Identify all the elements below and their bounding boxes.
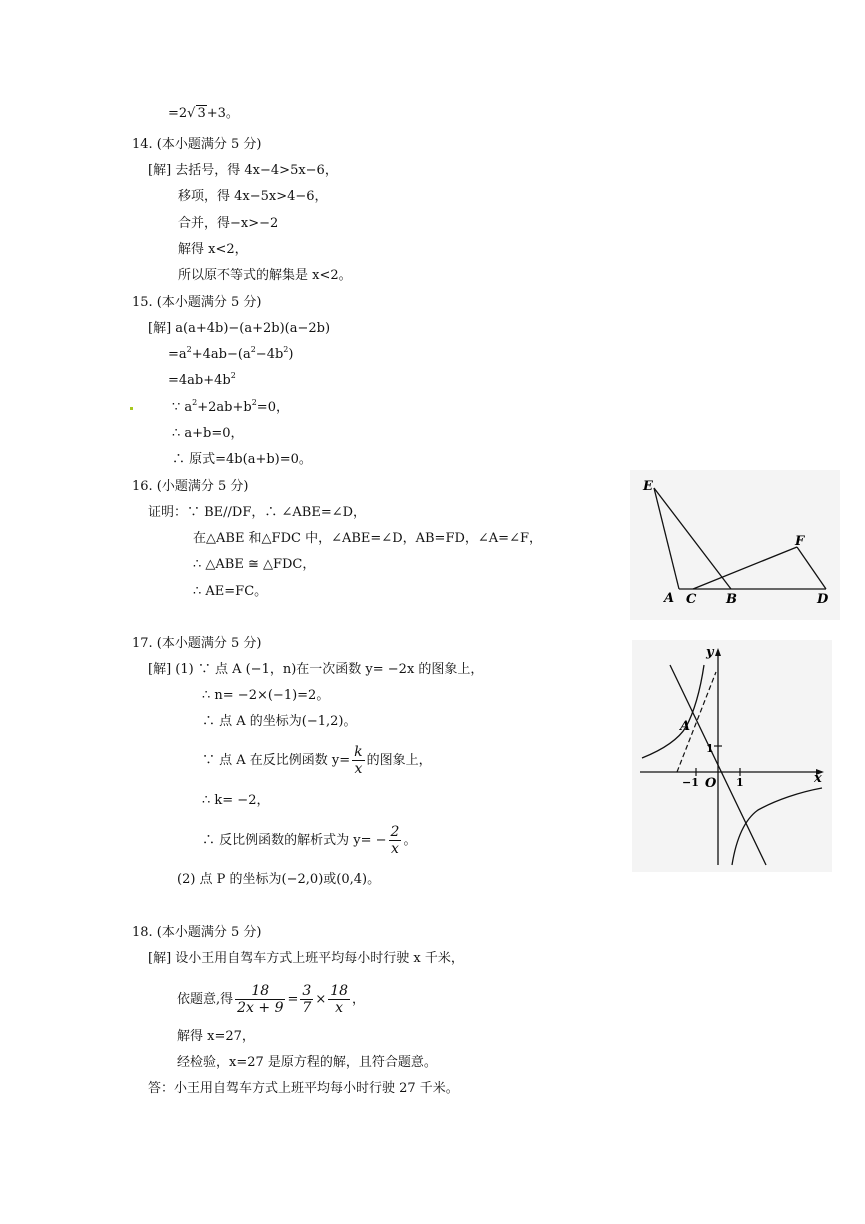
text: =a [168, 347, 187, 362]
q15-line [168, 373, 236, 389]
text: =4ab+4b [168, 373, 231, 388]
q14-line: 移项，得 4x−5x>4−6， [178, 189, 328, 204]
label-F: F [795, 534, 805, 549]
numerator: 2 [390, 824, 400, 840]
text: +2ab+b [197, 400, 252, 415]
text: +3。 [206, 106, 239, 121]
function-graph-figure [632, 640, 832, 872]
q16-line: ∴ AE=FC。 [193, 584, 268, 599]
text: ∵ 点 A 在反比例函数 y= [202, 753, 351, 768]
q16-line: ∴ △ABE ≅ △FDC， [193, 557, 316, 572]
exponent: 2 [230, 371, 236, 380]
text: ， [352, 992, 366, 1007]
q17-line [202, 744, 432, 777]
q17-heading: 17. (本小题满分 5 分) [132, 636, 262, 651]
numerator: 3 [302, 983, 312, 999]
q16-line: 在△ABE 和△FDC 中，∠ABE=∠D，AB=FD，∠A=∠F， [193, 531, 542, 546]
q16-heading: 16. (小题满分 5 分) [132, 479, 249, 494]
text: 。 [403, 833, 417, 848]
fraction-18-over-2x-plus-9 [235, 983, 285, 1016]
line-result [168, 105, 239, 122]
q17-line: ∴ n= −2×(−1)=2。 [202, 688, 330, 703]
text: 依题意,得 [177, 992, 234, 1007]
numerator: 18 [251, 983, 270, 999]
text: ) [288, 347, 294, 362]
q17-line [202, 824, 416, 857]
exponent: 2 [283, 345, 289, 354]
q14-line: 所以原不等式的解集是 x<2。 [178, 268, 352, 283]
exponent: 2 [250, 345, 256, 354]
triangle-figure [630, 470, 840, 620]
label-A: A [680, 719, 691, 734]
label-x-neg1: −1 [682, 776, 699, 789]
text: −4b [255, 347, 284, 362]
exponent: 2 [192, 398, 198, 407]
q17-line: ∴ 点 A 的坐标为(−1,2)。 [202, 714, 357, 729]
label-origin: O [705, 776, 717, 791]
q18-line: 解得 x=27， [177, 1029, 255, 1044]
q15-heading: 15. (本小题满分 5 分) [132, 295, 262, 310]
denominator: 2x + 9 [237, 1000, 284, 1016]
q17-line: [解] (1) ∵ 点 A (−1，n)在一次函数 y= −2x 的图象上， [148, 662, 484, 677]
q14-line: 合并，得−x>−2 [178, 216, 279, 231]
label-E: E [643, 479, 653, 494]
fraction-3-over-7 [300, 983, 313, 1016]
fraction-k-over-x [352, 744, 364, 777]
label-A: A [664, 591, 675, 606]
q18-line: 经检验，x=27 是原方程的解，且符合题意。 [177, 1055, 437, 1070]
numerator: 18 [330, 983, 349, 999]
sqrt-symbol: √ [187, 106, 196, 121]
radicand: 3 [197, 106, 206, 121]
denominator: x [328, 999, 350, 1016]
q15-line [172, 400, 289, 416]
numerator: k [354, 744, 363, 760]
q14-line: 解得 x<2， [178, 242, 248, 257]
label-C: C [686, 592, 697, 607]
denominator: x [389, 840, 402, 857]
times-sign: × [315, 992, 327, 1007]
q18-answer: 答：小王用自驾车方式上班平均每小时行驶 27 千米。 [148, 1081, 459, 1096]
q16-line: 证明：∵ BE//DF，∴ ∠ABE=∠D， [148, 505, 367, 520]
exponent: 2 [251, 398, 257, 407]
q14-heading: 14. (本小题满分 5 分) [132, 137, 262, 152]
stray-mark [130, 407, 133, 410]
label-x: x [814, 771, 822, 786]
label-B: B [726, 592, 737, 607]
text: ∵ a [172, 400, 193, 415]
label-x-1: 1 [736, 776, 744, 789]
fraction-2-over-x [389, 824, 402, 857]
denominator: x [352, 760, 364, 777]
q15-line: ∴ 原式=4b(a+b)=0。 [172, 452, 312, 467]
q15-line [168, 347, 293, 363]
fraction-18-over-x [328, 983, 350, 1016]
figure-background [632, 640, 832, 872]
q18-line: [解] 设小王用自驾车方式上班平均每小时行驶 x 千米， [148, 951, 464, 966]
q18-line [177, 983, 365, 1016]
q18-heading: 18. (本小题满分 5 分) [132, 925, 262, 940]
exponent: 2 [186, 345, 192, 354]
text: 的图象上， [366, 753, 432, 768]
text: =2 [168, 106, 188, 121]
q15-line: [解] a(a+4b)−(a+2b)(a−2b) [148, 321, 331, 336]
equals-sign: = [287, 992, 299, 1007]
denominator: 7 [302, 1000, 312, 1016]
q15-line: ∴ a+b=0， [172, 426, 244, 441]
q17-line: ∴ k= −2， [202, 793, 270, 808]
text: ∴ 反比例函数的解析式为 y= − [202, 833, 387, 848]
text: +4ab−(a [191, 347, 251, 362]
q17-line: (2) 点 P 的坐标为(−2,0)或(0,4)。 [177, 872, 381, 887]
label-D: D [817, 592, 829, 607]
q14-line: [解] 去括号，得 4x−4>5x−6， [148, 163, 338, 178]
label-y: y [706, 645, 714, 660]
label-y-1: 1 [706, 742, 714, 755]
text: =0， [256, 400, 289, 415]
